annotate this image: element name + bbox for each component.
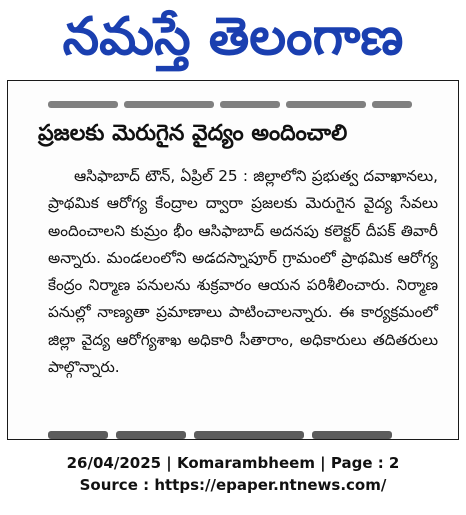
article-body-text: ఆసిఫాబాద్ టౌన్, ఏప్రిల్ 25 : జిల్లాలోని ప్రభుత్వ దవాఖానలు, ప్రాథమిక ఆరోగ్య కేంద్రాల ద్వారా ప్రజలకు మెరుగైన వైద్య సేవలు అందించాలని కుమ్రం భీం ఆసిఫాబాద్ అదనపు కలెక్టర్ దీపక్ తివారీ అన్నారు. మండలంలోని అడదస్నాపూర్ గ్రామంలో ప్రాథమిక ఆరోగ్య కేంద్రం నిర్మాణ పనులను శుక్రవారం ఆయన పరిశీలించారు. నిర్మాణ పనుల్లో నాణ్యతా ప్రమాణాలు పాటించాలన్నారు. ఈ కార్యక్రమంలో జిల్లా వైద్య ఆరోగ్యశాఖ అధికారి సీతారాం, అధికారులు తదితరులు పాల్గొన్నారు. xyxy=(48,167,438,377)
footer-date-line: 26/04/2025 | Komarambheem | Page : 2 xyxy=(66,454,400,472)
masthead-title: నమస్తే తెలంగాణ xyxy=(62,7,404,67)
footer-source-line: Source : https://epaper.ntnews.com/ xyxy=(79,476,387,494)
source-footer xyxy=(0,452,466,496)
article-body xyxy=(48,163,438,381)
article-headline: ప్రజలకు మెరుగైన వైద్యం అందించాలి xyxy=(38,121,348,146)
masthead-logo xyxy=(30,6,436,68)
news-clipping xyxy=(7,80,459,440)
cut-off-text-top xyxy=(48,93,438,103)
cut-off-text-bottom xyxy=(48,424,428,434)
